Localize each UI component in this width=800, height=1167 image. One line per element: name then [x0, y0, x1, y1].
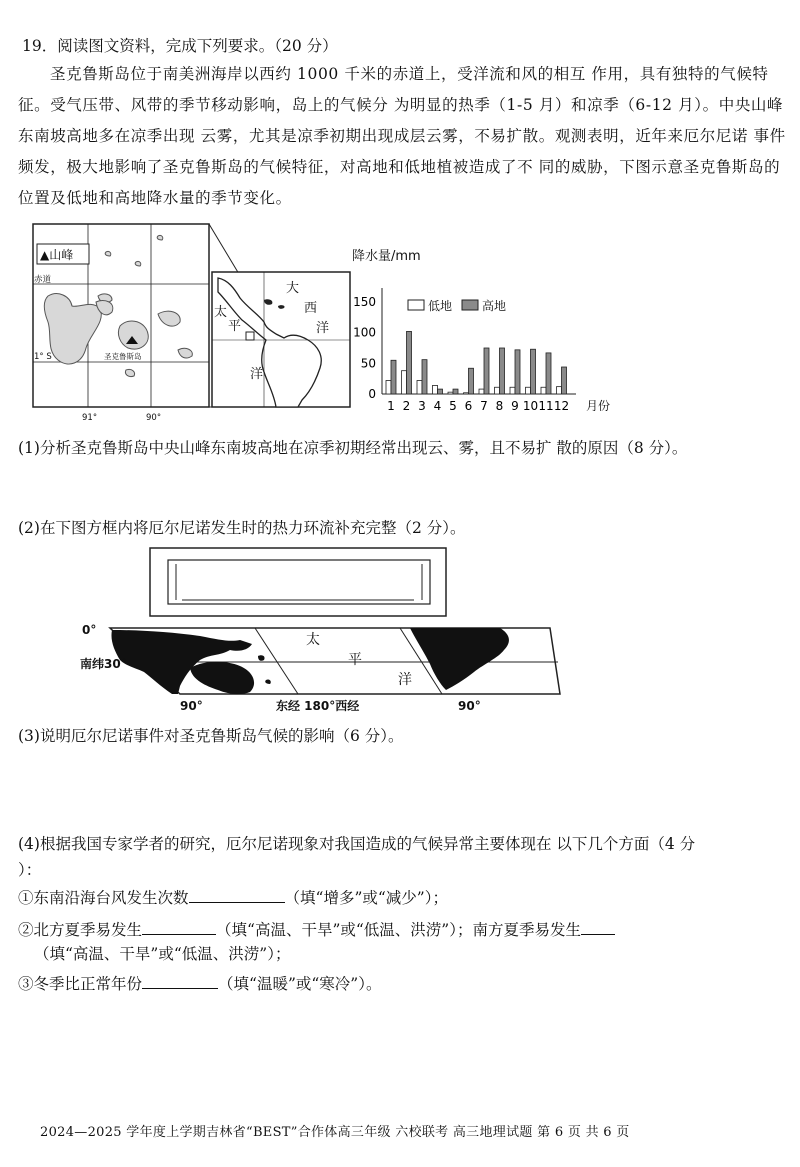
blank-south-summer[interactable]	[581, 920, 615, 935]
bar-highland-month-8	[500, 348, 505, 394]
lat-1s-label: 1° S	[34, 352, 52, 362]
page-footer: 2024—2025 学年度上学期吉林省“BEST”合作体高三年级 六校联考 高三地理试题 第 6 页 共 6 页	[40, 1125, 630, 1140]
bar-lowland-month-8	[495, 387, 500, 394]
sub-question-4-line2: ）：	[18, 861, 42, 879]
lon-180-label: 东经 180°西经	[276, 699, 360, 712]
x-tick-label: 8	[495, 399, 504, 413]
bar-highland-month-10	[531, 349, 536, 394]
pacific-char-yang2: 洋	[398, 672, 412, 688]
fill-item-2-cont: （填“高温、干旱”或“低温、洪涝”）；	[34, 945, 291, 963]
lon-91-label: 91°	[82, 413, 98, 422]
lon-90-right-label: 90°	[458, 699, 481, 712]
x-tick-label: 1	[387, 399, 395, 413]
x-tick-label: 7	[480, 399, 488, 413]
lon-90-left-label: 90°	[180, 699, 203, 712]
atlantic-char-yang: 洋	[316, 321, 330, 336]
lat-30s-label: 南纬30°	[80, 657, 127, 671]
pacific-char-tai: 太	[214, 305, 228, 320]
bar-lowland-month-12	[557, 387, 562, 394]
blank-winter[interactable]	[142, 974, 218, 989]
x-tick-label: 3	[418, 399, 426, 413]
legend-swatch-lowland	[408, 300, 424, 310]
fill-item-2-mid: （填“高温、干旱”或“低温、洪涝”）；南方夏季易发生	[216, 921, 581, 939]
fill-item-2	[18, 918, 615, 940]
x-tick-label: 6	[464, 399, 473, 413]
precipitation-chart	[350, 240, 610, 420]
location-map-inset	[28, 222, 358, 422]
bar-lowland-month-10	[526, 387, 531, 394]
bar-lowland-month-5	[448, 392, 453, 394]
bar-highland-month-5	[453, 389, 458, 394]
x-tick-label: 2	[402, 399, 411, 413]
chart-xlabel: 月份	[586, 399, 610, 413]
santa-cruz-island-shape	[118, 321, 148, 349]
pacific-char-yang: 洋	[250, 367, 264, 382]
question-passage	[18, 59, 788, 214]
bar-lowland-month-1	[386, 381, 391, 394]
bar-highland-month-6	[469, 368, 474, 394]
bar-highland-month-3	[422, 360, 427, 394]
x-tick-label: 10	[522, 399, 539, 413]
bar-highland-month-2	[407, 331, 412, 394]
pacific-char-ping: 平	[228, 319, 242, 334]
passage-text: 圣克鲁斯岛位于南美洲海岸以西约 1000 千米的赤道上，受洋流和风的相互 作用，具有独特的气候特征。受气压带、风带的季节移动影响，岛上的气候分 为明显的热季（1-5 月）和凉季（6-12 月）。中央山峰东南坡高地多在凉季出现 云雾，尤其是凉季初期出现成层云雾，不易扩散。观测表明，近年来厄尔尼诺 事件频发，极大地影响了圣克鲁斯岛的气候特征，对高地和低地植被造成了不 同的威胁，下图示意圣克鲁斯岛的位置及低地和高地降水量的季节变化。	[18, 65, 786, 207]
bar-lowland-month-2	[402, 371, 407, 394]
sub-question-2: (2)在下图方框内将厄尔尼诺发生时的热力环流补充完整（2 分）。	[18, 519, 466, 537]
y-tick-label: 100	[353, 325, 376, 340]
pacific-char-ping2: 平	[348, 652, 362, 668]
bar-highland-month-1	[391, 360, 396, 394]
fill-item-2-prefix: ②北方夏季易发生	[18, 921, 143, 939]
blank-north-summer[interactable]	[142, 920, 216, 935]
bar-highland-month-12	[562, 367, 567, 394]
fill-item-3-prefix: ③冬季比正常年份	[18, 975, 143, 993]
legend-highland: 高地	[482, 299, 507, 313]
blank-typhoon-count[interactable]	[189, 888, 285, 903]
legend-peak: ▲山峰	[40, 248, 74, 262]
x-tick-label: 5	[449, 399, 457, 413]
fill-item-3	[18, 972, 381, 994]
x-tick-label: 11	[538, 399, 554, 413]
atlantic-char-xi: 西	[304, 301, 318, 316]
y-tick-label: 50	[360, 356, 376, 371]
lat-0-label: 0°	[82, 623, 97, 637]
fill-item-1-prefix: ①东南沿海台风发生次数	[18, 889, 189, 907]
fill-item-1-suffix: （填“增多”或“减少”）；	[284, 889, 448, 907]
circulation-answer-box	[148, 546, 448, 618]
x-tick-label: 12	[553, 399, 570, 413]
bar-highland-month-11	[546, 353, 551, 394]
bar-lowland-month-4	[433, 385, 438, 394]
pacific-char-tai2: 太	[306, 632, 320, 648]
sub-question-4-line1: (4)根据我国专家学者的研究，厄尔尼诺现象对我国造成的气候异常主要体现在 以下几个方面（4 分	[18, 835, 696, 853]
island-name-label: 圣克鲁斯岛	[104, 352, 142, 361]
bar-lowland-month-7	[479, 389, 484, 394]
sub-question-3: (3)说明厄尔尼诺事件对圣克鲁斯岛气候的影响（6 分）。	[18, 727, 404, 745]
bar-highland-month-9	[515, 350, 520, 394]
fill-item-3-suffix: （填“温暖”或“寒冷”）。	[218, 975, 382, 993]
fill-item-1	[18, 886, 448, 908]
x-tick-label: 4	[433, 399, 442, 413]
chart-ylabel: 降水量/mm	[352, 249, 421, 264]
pacific-ocean-map	[80, 620, 580, 712]
lon-90-label: 90°	[146, 413, 162, 422]
bar-lowland-month-11	[541, 387, 546, 394]
atlantic-char-da: 大	[286, 281, 300, 296]
question-header: 19．阅读图文资料，完成下列要求。（20 分）	[22, 37, 338, 55]
sub-question-1: (1)分析圣克鲁斯岛中央山峰东南坡高地在凉季初期经常出现云、雾，且不易扩 散的原因（8 分）。	[18, 439, 688, 457]
y-tick-label: 0	[368, 387, 376, 401]
equator-label: 赤道	[34, 275, 52, 285]
bar-highland-month-4	[438, 389, 443, 394]
legend-swatch-highland	[462, 300, 478, 310]
legend-lowland: 低地	[428, 299, 453, 313]
bar-lowland-month-6	[464, 393, 469, 394]
y-tick-label: 150	[353, 295, 376, 309]
bar-lowland-month-3	[417, 381, 422, 394]
x-tick-label: 9	[511, 399, 519, 413]
bar-highland-month-7	[484, 348, 489, 394]
bar-lowland-month-9	[510, 387, 515, 394]
